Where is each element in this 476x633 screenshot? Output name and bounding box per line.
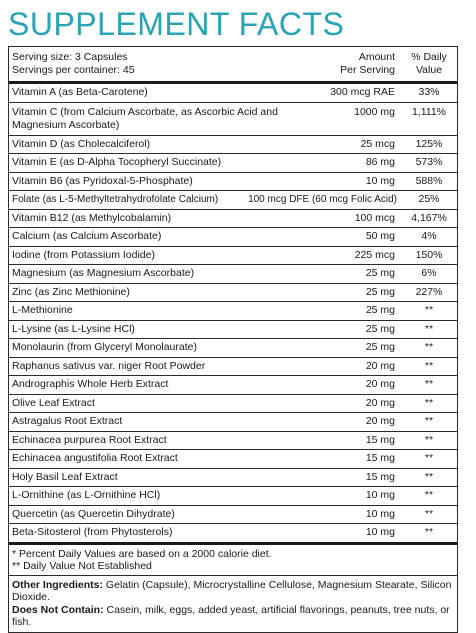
row-amount: 15 mg — [365, 433, 395, 446]
row-dv: 125% — [415, 137, 443, 150]
table-row — [9, 103, 457, 136]
row-amount: 225 mcg — [354, 248, 395, 261]
table-row — [9, 469, 457, 488]
row-amount: 100 mcg DFE (60 mcg Folic Acid) — [248, 194, 397, 205]
table-row — [9, 395, 457, 414]
row-dv: ** — [424, 489, 434, 501]
table-row — [9, 321, 457, 340]
row-name: Vitamin B6 (as Pyridoxal-5-Phosphate) — [12, 174, 193, 187]
row-name: Echinacea angustifolia Root Extract — [12, 452, 178, 464]
panel-title: SUPPLEMENT FACTS — [8, 6, 345, 42]
footnote-daily-value-basis: * Percent Daily Values are based on a 2000 calorie diet. — [12, 547, 272, 560]
table-row — [9, 524, 457, 545]
row-name: L-Ornithine (as L-Ornithine HCl) — [12, 489, 161, 501]
row-name: Beta-Sitosterol (from Phytosterols) — [12, 526, 173, 538]
row-dv: 1,111% — [411, 105, 447, 118]
facts-table — [8, 46, 458, 633]
row-dv: ** — [424, 341, 434, 353]
other-ingredients-label: Other Ingredients: — [12, 578, 104, 591]
row-name: Vitamin E (as D-Alpha Tocopheryl Succinate) — [12, 156, 222, 168]
row-amount: 25 mg — [365, 304, 395, 316]
row-dv: ** — [424, 304, 434, 316]
supplement-facts-panel — [8, 0, 468, 633]
table-row — [9, 84, 457, 103]
row-name: L-Lysine (as L-Lysine HCl) — [12, 322, 135, 335]
row-name: Echinacea purpurea Root Extract — [12, 433, 167, 446]
table-row — [9, 247, 457, 266]
footnote-not-established: ** Daily Value Not Established — [12, 560, 152, 572]
table-row — [9, 450, 457, 469]
row-amount: 86 mg — [365, 156, 395, 168]
table-row — [9, 136, 457, 155]
daily-value-column-header: % Daily Value — [411, 51, 447, 76]
row-amount: 50 mg — [365, 230, 395, 242]
row-amount: 10 mg — [365, 526, 395, 538]
row-name: Zinc (as Zinc Methionine) — [12, 285, 130, 298]
row-amount: 20 mg — [365, 359, 395, 372]
row-amount: 10 mg — [365, 489, 395, 501]
row-amount: 25 mg — [365, 267, 395, 279]
table-row — [9, 210, 457, 229]
row-amount: 25 mg — [365, 341, 395, 353]
row-dv: 33% — [418, 86, 440, 98]
row-amount: 300 mcg RAE — [330, 86, 395, 98]
row-name: Folate (as L-5-Methyltetrahydrofolate Calcium) — [12, 194, 219, 205]
row-dv: 6% — [421, 267, 437, 279]
table-row — [9, 173, 457, 192]
table-row — [9, 358, 457, 377]
row-name: Holy Basil Leaf Extract — [12, 470, 118, 483]
row-amount: 15 mg — [365, 452, 395, 464]
servings-per-container: Servings per container: 45 — [12, 64, 135, 76]
row-dv: 573% — [415, 156, 443, 168]
row-dv: ** — [424, 433, 434, 446]
row-dv: 588% — [415, 174, 443, 187]
row-name: Magnesium (as Magnesium Ascorbate) — [12, 267, 195, 279]
row-name: L-Methionine — [12, 304, 73, 316]
table-row — [9, 284, 457, 303]
row-dv: 227% — [415, 285, 443, 298]
row-name: Vitamin C (from Calcium Ascorbate, as Ascorbic Acid and Magnesium Ascorbate) — [12, 105, 278, 131]
row-amount: 20 mg — [365, 396, 395, 409]
row-amount: 100 mcg — [354, 211, 395, 224]
table-row — [9, 487, 457, 506]
table-row — [9, 413, 457, 432]
row-name: Olive Leaf Extract — [12, 396, 95, 409]
footnotes — [9, 545, 457, 576]
table-row — [9, 302, 457, 321]
table-row — [9, 506, 457, 525]
row-dv: 25% — [418, 193, 440, 205]
table-header — [9, 47, 457, 84]
table-row — [9, 432, 457, 451]
table-row — [9, 191, 457, 210]
row-name: Vitamin A (as Beta-Carotene) — [12, 86, 148, 98]
amount-column-header: Amount Per Serving — [340, 51, 395, 76]
row-dv: ** — [424, 415, 434, 427]
row-dv: 4,167% — [411, 211, 447, 224]
ingredients-section — [9, 576, 457, 632]
table-row — [9, 339, 457, 358]
row-amount: 25 mcg — [360, 137, 395, 150]
does-not-contain — [12, 604, 454, 629]
does-not-contain-label: Does Not Contain: — [12, 603, 104, 616]
row-amount: 10 mg — [365, 507, 395, 520]
serving-size: Serving size: 3 Capsules — [12, 51, 128, 63]
row-name: Andrographis Whole Herb Extract — [12, 378, 169, 390]
row-name: Vitamin B12 (as Methylcobalamin) — [12, 211, 172, 224]
row-dv: ** — [424, 378, 434, 390]
table-row — [9, 265, 457, 284]
row-dv: ** — [424, 359, 434, 372]
row-name: Iodine (from Potassium Iodide) — [12, 248, 155, 261]
row-amount: 25 mg — [365, 285, 395, 298]
row-name: Calcium (as Calcium Ascorbate) — [12, 230, 162, 242]
row-dv: ** — [424, 470, 434, 483]
row-name: Monolaurin (from Glyceryl Monolaurate) — [12, 341, 197, 353]
row-amount: 1000 mg — [354, 105, 395, 118]
row-amount: 20 mg — [365, 378, 395, 390]
table-row — [9, 376, 457, 395]
row-amount: 10 mg — [365, 174, 395, 187]
other-ingredients — [12, 579, 454, 604]
row-name: Vitamin D (as Cholecalciferol) — [12, 137, 151, 150]
row-dv: 150% — [415, 248, 443, 261]
row-amount: 15 mg — [365, 470, 395, 483]
row-name: Raphanus sativus var. niger Root Powder — [12, 359, 206, 372]
row-dv: 4% — [421, 230, 437, 242]
row-dv: ** — [424, 507, 434, 520]
row-dv: ** — [424, 452, 434, 464]
table-row — [9, 228, 457, 247]
row-amount: 20 mg — [365, 415, 395, 427]
row-amount: 25 mg — [365, 322, 395, 335]
table-row — [9, 154, 457, 173]
row-dv: ** — [424, 396, 434, 409]
row-dv: ** — [424, 526, 434, 538]
row-name: Quercetin (as Quercetin Dihydrate) — [12, 507, 175, 520]
row-name: Astragalus Root Extract — [12, 415, 123, 427]
does-not-contain-text: Casein, milk, eggs, added yeast, artificial flavorings, peanuts, tree nuts, or fish. — [12, 603, 450, 628]
row-dv: ** — [424, 322, 434, 335]
other-ingredients-text: Gelatin (Capsule), Microcrystalline Cellulose, Magnesium Stearate, Silicon Dioxide. — [12, 578, 452, 603]
